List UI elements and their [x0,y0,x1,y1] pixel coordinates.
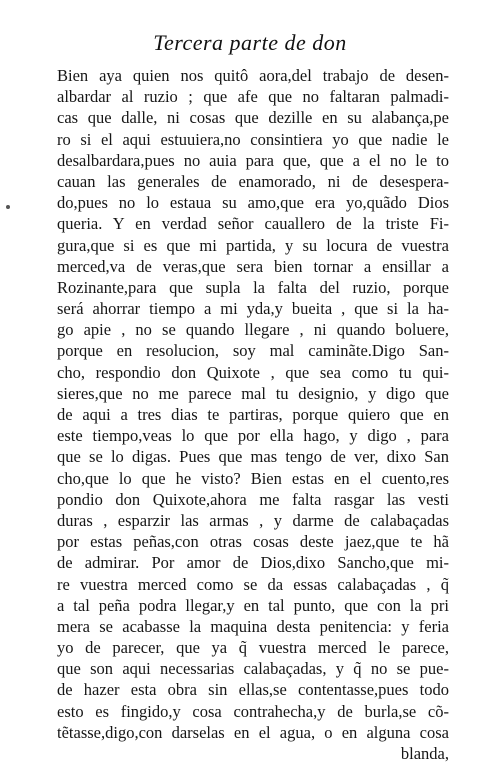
text-line: queria. Y en verdad señor cauallero de la triste Fi- [57,214,449,234]
text-line: será ahorrar tiempo a mi yda,y bueita , que si la ha- [57,299,449,319]
text-line: do,pues no lo estaua su amo,que era yo,quãdo Dios [57,193,449,213]
text-line: porque en resolucion, soy mal caminãte.Digo San- [57,341,449,361]
text-line: sieres,que no me parece mal tu designio, y digo que [57,383,449,403]
text-line: que son aqui necessarias calabaçadas, y q̃ no se pue- [57,659,449,679]
text-line: cho, respondio don Quixote , que sea como tu qui- [57,362,449,382]
text-line: cauan las generales de enamorado, ni de desespera- [57,171,449,191]
text-line: blanda, [400,744,449,763]
text-line: yo de parecer, que ya q̃ vuestra merced le parece, [57,638,449,658]
body-text [57,65,449,764]
text-line: que se lo digas. Pues que mas tengo de ver, dixo San [57,447,449,467]
text-line: de aqui a tres dias te partiras, porque quiero que en [57,405,449,424]
text-line: duras , esparzir las armas , y darme de calabaçadas [57,510,449,530]
text-line: mera se acabasse la maquina desta penitencia: y feria [57,616,449,636]
text-line: go apie , no se quando llegare , ni quando boluere, [57,320,449,340]
text-line: desalbardara,pues no auia para que, que a el no le to [57,150,449,170]
text-line: este tiempo,veas lo que por ella hago, y digo , para [57,426,449,446]
text-line: re vuestra merced como se da essas calabaçadas , q̃ [57,574,449,594]
text-line: pondio don Quixote,ahora me falta rasgar las vesti [57,489,449,509]
text-line: merced,va de veras,que sera bien tornar a ensillar a [57,256,449,276]
text-line: por estas peñas,con otras cosas deste jaez,que te hã [57,532,449,552]
text-line: Rozinante,para que supla la falta del ruzio, porque [57,277,449,297]
text-line: Bien aya quien nos quitô aora,del trabajo de desen- [57,66,449,85]
text-line: albardar al ruzio ; que afe que no faltaran palmadi- [57,87,449,107]
text-line: ro si el aqui estuuiera,no consintiera yo que nadie le [57,129,449,149]
text-line: gura,que si es que mi partida, y su locura de vuestra [57,235,449,255]
running-head: Tercera parte de don [153,30,347,55]
text-line: de hazer esta obra sin ellas,se contentasse,pues todo [57,680,449,700]
text-line: cho,que lo que he visto? Bien estas en el cuento,res [57,468,449,488]
text-line: cas que dalle, ni cosas que dezille en su alabança,pe [57,108,449,128]
text-line: tẽtasse,digo,con darselas en el agua, o en alguna cosa [57,722,449,742]
margin-mark [6,205,10,209]
text-line: a tal peña podra llegar,y en tal punto, que con la pri [57,595,449,615]
text-line: esto es fingido,y cosa contrahecha,y de burla,se cõ- [57,701,449,721]
text-line: de admirar. Por amor de Dios,dixo Sancho,que mi- [57,553,449,573]
